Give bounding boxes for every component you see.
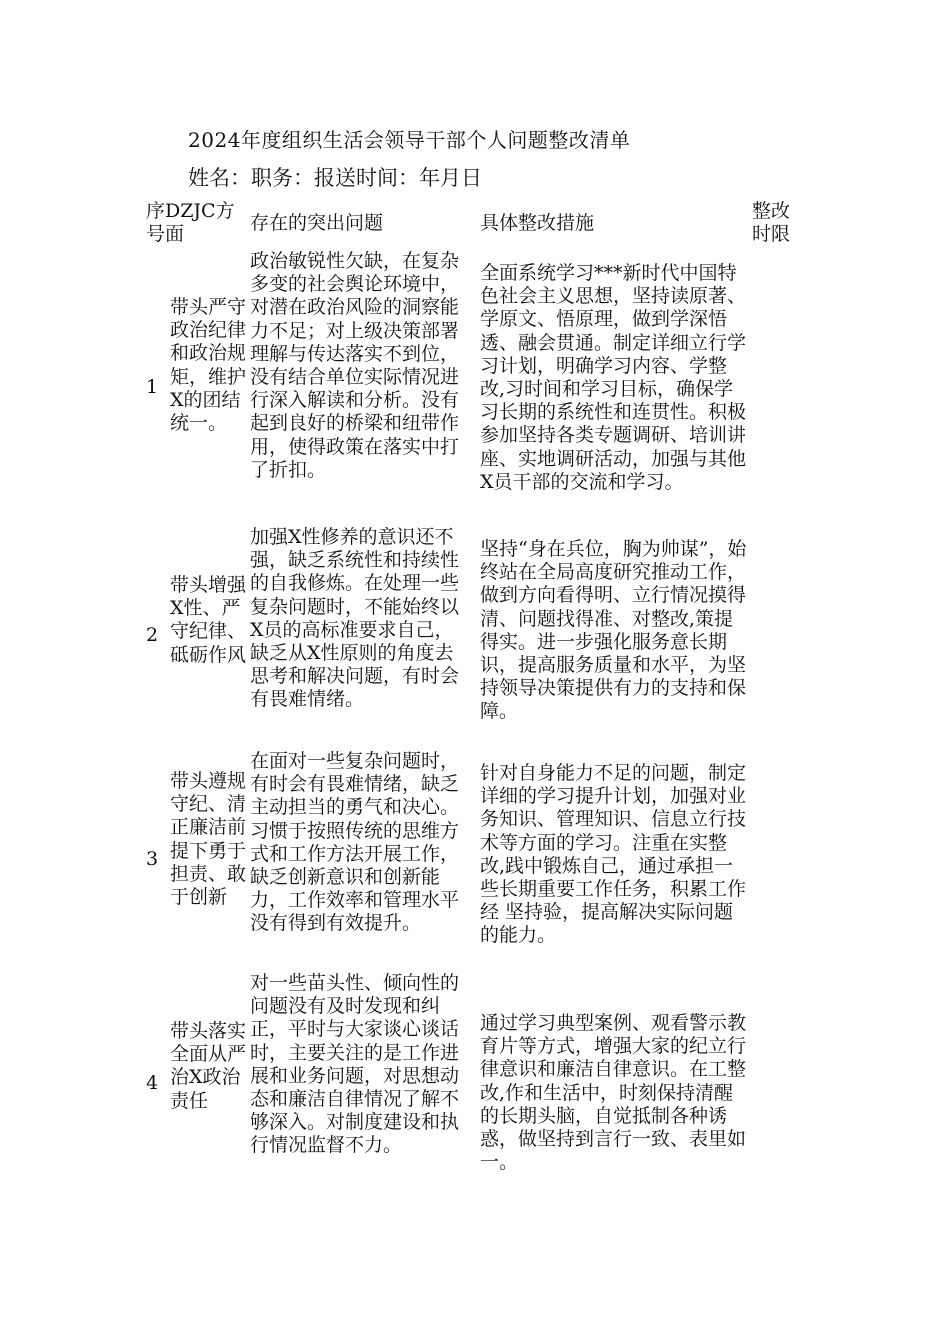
header-limit: 整改时限: [752, 200, 791, 245]
row-3-problem: 在面对一些复杂问题时，有时会有畏难情绪，缺乏主动担当的勇气和决心。习惯于按照传统的思维方式和工作方法开展工作，缺乏创新意识和创新能力，工作效率和管理水平没有得到有效提升。: [250, 750, 460, 935]
header-seq-area: 序DZJC方号面: [146, 200, 235, 245]
row-2-num: 2: [146, 624, 159, 646]
row-4-area: 带头落实全面从严治X政治责任: [170, 1020, 247, 1112]
row-2-area: 带头增强X性、严守纪律、砥砺作风: [170, 574, 247, 666]
row-1-problem: 政治敏锐性欠缺，在复杂多变的社会舆论环境中，对潜在政治风险的洞察能力不足；对上级决策部署理解与传达落实不到位，没有结合单位实际情况进行深入解读和分析。没有起到良好的桥梁和纽带作用，使得政策在落实中打了折扣。: [250, 250, 460, 481]
row-2-problem: 加强X性修养的意识还不强，缺乏系统性和持续性的自我修炼。在处理一些复杂问题时，不能始终以X员的高标准要求自己，缺乏从X性原则的角度去思考和解决问题，有时会有畏难情绪。: [250, 526, 460, 711]
document-title: 2024年度组织生活会领导干部个人问题整改清单: [188, 128, 631, 152]
document-meta: 姓名：职务：报送时间：年月日: [188, 166, 482, 190]
row-1-area: 带头严守政治纪律和政治规矩，维护X的团结统一。: [170, 296, 247, 435]
row-4-problem: 对一些苗头性、倾向性的问题没有及时发现和纠正，平时与大家谈心谈话时，主要关注的是工作进展和业务问题，对思想动态和廉洁自律情况了解不够深入。对制度建设和执行情况监督不力。: [250, 972, 460, 1157]
row-1-num: 1: [146, 376, 159, 398]
row-1-measures: 全面系统学习***新时代中国特色社会主义思想，坚持读原著、学原文、悟原理，做到学深悟透、融会贯通。制定详细立行学习计划，明确学习内容、学整改,习时间和学习目标，确保学习长期的系统性和连贯性。积极参加坚持各类专题调研、培训讲座、实地调研活动，加强与其他X员干部的交流和学习。: [480, 262, 747, 493]
row-4-num: 4: [146, 1072, 159, 1094]
header-measures: 具体整改措施: [480, 212, 595, 234]
row-4-measures: 通过学习典型案例、观看警示教育片等方式，增强大家的纪立行律意识和廉洁自律意识。在工整改,作和生活中，时刻保持清醒的长期头脑，自觉抵制各种诱惑，做坚持到言行一致、表里如一。: [480, 1012, 747, 1174]
row-2-measures: 坚持“身在兵位，胸为帅谋”，始终站在全局高度研究推动工作，做到方向看得明、立行情况摸得清、问题找得准、对整改,策提得实。进一步强化服务意长期识，提高服务质量和水平，为坚持领导决策提供有力的支持和保障。: [480, 538, 747, 723]
row-3-area: 带头遵规守纪、清正廉洁前提下勇于担责、敢于创新: [170, 770, 247, 909]
row-3-num: 3: [146, 848, 159, 870]
header-problem: 存在的突出问题: [250, 212, 384, 234]
row-3-measures: 针对自身能力不足的问题，制定详细的学习提升计划，加强对业务知识、管理知识、信息立行技术等方面的学习。注重在实整改,践中锻炼自己，通过承担一些长期重要工作任务，积累工作经 坚持验，提高解决实际问题的能力。: [480, 762, 747, 947]
